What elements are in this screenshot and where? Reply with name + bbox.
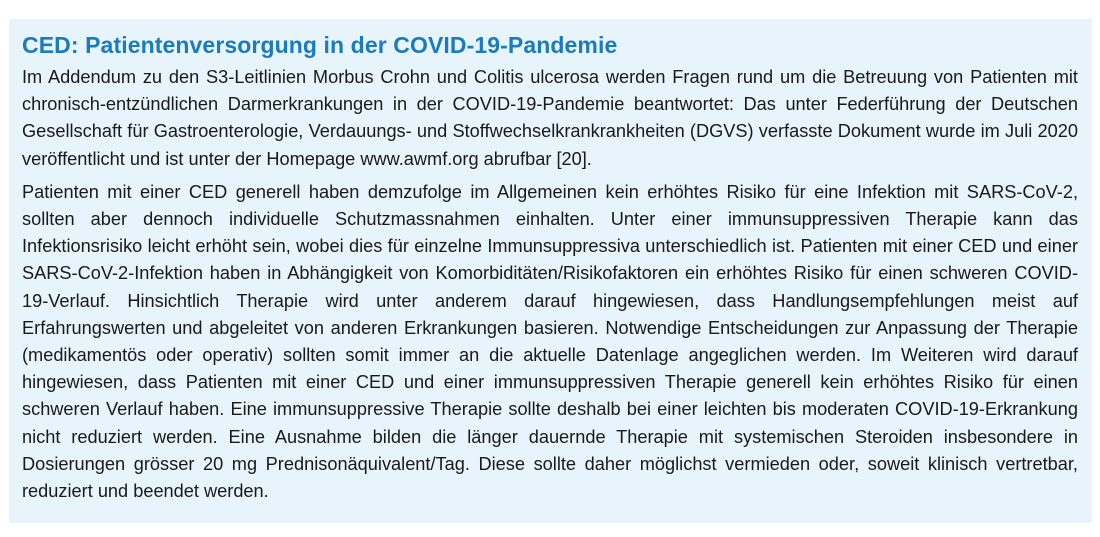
paragraph-recommendations: Patienten mit einer CED generell haben demzufolge im Allgemeinen kein erhöhtes Risiko für eine Infektion mit SARS-CoV-2, sollten aber dennoch individuelle Schutzmassnahmen einhalten. Unter einer immunsuppressiven Therapie kann das Infektionsrisiko leicht erhöht sein, wobei dies für einzelne Immunsuppressiva unterschiedlich ist. Patienten mit einer CED und einer SARS-CoV-2-Infektion haben in Abhängigkeit von Komorbiditäten/Risikofaktoren ein erhöhtes Risiko für einen schweren COVID-19-Verlauf. Hinsichtlich Therapie wird unter anderem darauf hingewiesen, dass Handlungsempfehlungen meist auf Erfahrungswerten und abgeleitet von anderen Erkrankungen basieren. Notwendige Entscheidungen zur Anpassung der Therapie (medikamentös oder operativ) sollten somit immer an die aktuelle Datenlage angeglichen werden. Im Weiteren wird darauf hingewiesen, dass Patienten mit einer CED und einer immunsuppressiven Therapie generell kein erhöhtes Risiko für einen schweren Verlauf haben. Eine immunsuppressive Therapie sollte deshalb bei einer leichten bis moderaten COVID-19-Erkrankung nicht reduziert werden. Eine Ausnahme bilden die länger dauernde Therapie mit systemischen Steroiden insbesondere in Dosierungen grösser 20 mg Prednisonäquivalent/Tag. Diese sollte daher möglichst vermieden oder, soweit klinisch vertretbar, reduziert und beendet werden. [22,181,1078,502]
info-box [9,19,1092,523]
paragraph-intro: Im Addendum zu den S3-Leitlinien Morbus Crohn und Colitis ulcerosa werden Fragen rund um die Betreuung von Patienten mit chronisch-entzündlichen Darmerkrankungen in der COVID-19-Pandemie beantwortet: Das unter Federführung der Deutschen Gesellschaft für Gastroenterologie, Verdauungs- und Stoffwechselkrankrankheiten (DGVS) verfasste Dokument wurde im Juli 2020 veröffentlicht und ist unter der Homepage www.awmf.org abrufbar [20]. [22,67,1078,169]
box-title: CED: Patientenversorgung in der COVID-19-Pandemie [22,32,618,58]
